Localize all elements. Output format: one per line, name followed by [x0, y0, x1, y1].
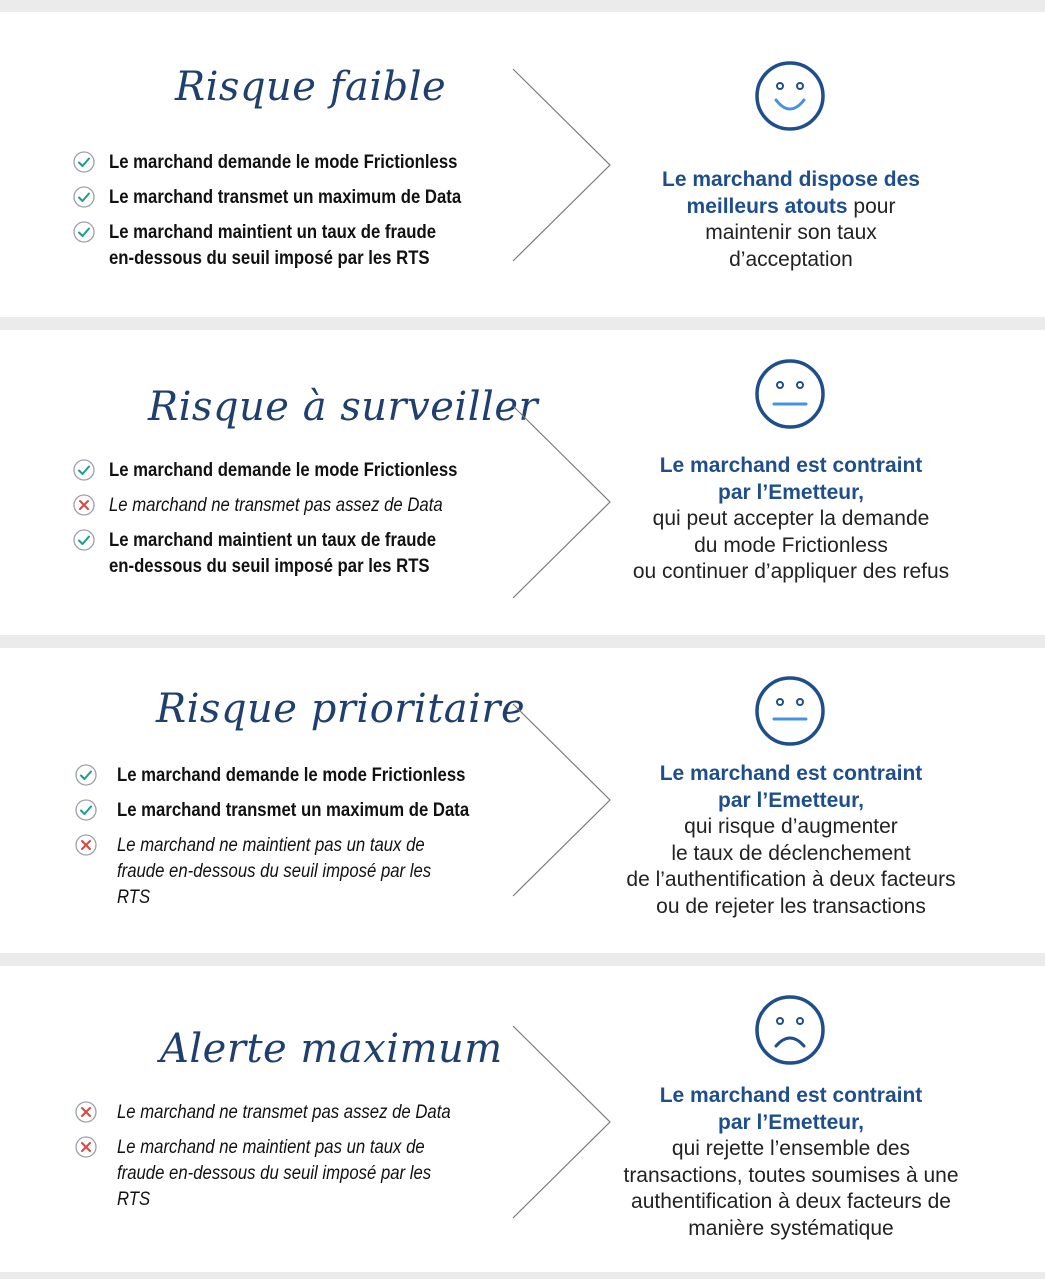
result-highlight: par l’Emetteur,	[718, 788, 864, 812]
criterion-item	[75, 798, 517, 824]
criterion-text: Le marchand demande le mode Frictionless	[109, 152, 458, 173]
criterion-item	[75, 1100, 496, 1126]
check-circle-icon	[73, 221, 95, 243]
result-highlight: par l’Emetteur,	[718, 480, 864, 504]
cross-circle-icon	[75, 834, 97, 856]
criterion-item	[73, 150, 505, 176]
criterion-text: Le marchand ne transmet pas assez de Data	[109, 495, 443, 516]
cross-circle-icon	[73, 494, 95, 516]
criterion-text: Le marchand maintient un taux de fraude	[109, 222, 437, 243]
result-highlight: Le marchand dispose des	[662, 168, 920, 191]
result-line: de l’authentification à deux facteurs	[626, 868, 956, 891]
cross-circle-icon	[75, 1101, 97, 1123]
criterion-item	[75, 833, 474, 911]
result-highlight: Le marchand est contraint	[659, 762, 923, 785]
section-risque-a-surveiller	[0, 330, 1045, 635]
criterion-text: Le marchand demande le mode Frictionless	[117, 765, 466, 786]
section-title: Risque faible	[175, 64, 447, 110]
check-circle-icon	[73, 459, 95, 481]
neutral-face-icon	[754, 675, 826, 747]
result-text	[581, 167, 1001, 273]
result-line: qui rejette l’ensemble des	[671, 1137, 911, 1160]
result-highlight: par l’Emetteur,	[718, 1110, 864, 1134]
result-line: le taux de déclenchement	[671, 841, 911, 865]
result-line: authentification à deux facteurs de	[631, 1190, 951, 1213]
criterion-item	[73, 458, 505, 484]
criterion-text: RTS	[117, 1189, 151, 1210]
criterion-text: Le marchand ne transmet pas assez de Data	[117, 1102, 451, 1123]
criterion-item	[73, 185, 509, 211]
result-line: transactions, toutes soumises à une	[623, 1163, 959, 1187]
criterion-item	[73, 528, 481, 580]
result-line: ou continuer d’appliquer des refus	[632, 560, 950, 583]
criterion-item	[75, 1135, 474, 1213]
neutral-face-icon	[754, 358, 826, 430]
section-risque-prioritaire	[0, 648, 1045, 953]
result-line: maintenir son taux	[705, 221, 877, 244]
section-title: Risque à surveiller	[148, 384, 539, 430]
result-line: pour	[847, 194, 896, 218]
criterion-item	[73, 493, 488, 519]
check-circle-icon	[75, 764, 97, 786]
result-line: du mode Frictionless	[694, 533, 888, 557]
check-circle-icon	[73, 529, 95, 551]
result-highlight: Le marchand est contraint	[659, 1084, 923, 1107]
criterion-text: Le marchand ne maintient pas un taux de	[117, 1137, 425, 1158]
criterion-text: Le marchand transmet un maximum de Data	[109, 187, 462, 208]
criterion-text: Le marchand transmet un maximum de Data	[117, 800, 470, 821]
result-line: ou de rejeter les transactions	[656, 894, 926, 918]
criterion-text: RTS	[117, 887, 151, 908]
cross-circle-icon	[75, 1136, 97, 1158]
criterion-text: fraude en-dessous du seuil imposé par les	[117, 1163, 432, 1184]
sad-face-icon	[754, 994, 826, 1066]
criterion-text: Le marchand demande le mode Frictionless	[109, 460, 458, 481]
section-title: Risque prioritaire	[156, 686, 526, 732]
criterion-text: Le marchand ne maintient pas un taux de	[117, 835, 425, 856]
result-text	[581, 453, 1001, 586]
section-title: Alerte maximum	[160, 1026, 503, 1072]
result-text	[581, 761, 1001, 920]
criterion-text: Le marchand maintient un taux de fraude	[109, 530, 437, 551]
section-alerte-maximum	[0, 966, 1045, 1272]
criterion-text: fraude en-dessous du seuil imposé par les	[117, 861, 432, 882]
check-circle-icon	[75, 799, 97, 821]
smile-face-icon	[754, 60, 826, 132]
criterion-text: en-dessous du seuil imposé par les RTS	[109, 556, 430, 577]
criterion-item	[73, 220, 481, 272]
result-text	[581, 1083, 1001, 1242]
result-highlight: Le marchand est contraint	[659, 454, 923, 477]
result-line: qui risque d’augmenter	[684, 815, 898, 838]
check-circle-icon	[73, 151, 95, 173]
result-line: manière systématique	[688, 1216, 894, 1240]
result-line: d’acceptation	[729, 247, 853, 271]
criterion-text: en-dessous du seuil imposé par les RTS	[109, 248, 430, 269]
section-risque-faible	[0, 12, 1045, 317]
check-circle-icon	[73, 186, 95, 208]
result-line: qui peut accepter la demande	[652, 507, 930, 530]
result-highlight: meilleurs atouts	[686, 194, 848, 218]
criterion-item	[75, 763, 513, 789]
